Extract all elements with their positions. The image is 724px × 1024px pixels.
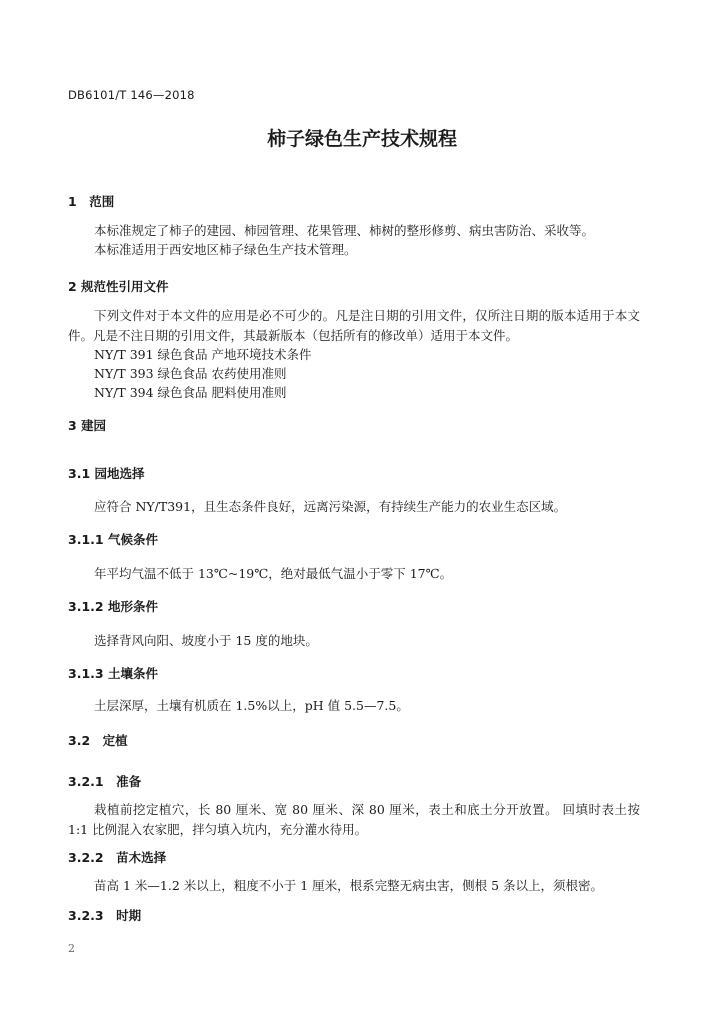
page-number: 2 bbox=[68, 942, 75, 955]
section-3-2-1-heading: 3.2.1 准备 bbox=[68, 774, 142, 789]
section-1-heading: 1 范围 bbox=[68, 194, 115, 209]
section-3-1-2-paragraph: 选择背风向阳、坡度小于 15 度的地块。 bbox=[94, 633, 318, 648]
section-3-1-heading: 3.1 园地选择 bbox=[68, 466, 145, 481]
section-3-2-2-paragraph: 苗高 1 米—1.2 米以上，粗度不小于 1 厘米，根系完整无病虫害，侧根 5 条以上，须根密。 bbox=[94, 878, 604, 893]
section-3-1-paragraph: 应符合 NY/T391，且生态条件良好，远离污染源，有持续生产能力的农业生态区域。 bbox=[94, 499, 567, 514]
section-2-heading: 2 规范性引用文件 bbox=[68, 279, 169, 294]
section-3-2-3-heading: 3.2.3 时期 bbox=[68, 908, 142, 923]
section-3-1-1-paragraph: 年平均气温不低于 13℃~19℃，绝对最低气温小于零下 17℃。 bbox=[94, 566, 453, 581]
section-3-1-2-heading: 3.1.2 地形条件 bbox=[68, 599, 158, 614]
section-1-paragraph-1: 本标准规定了柿子的建园、柿园管理、花果管理、柿树的整形修剪、病虫害防治、采收等。 bbox=[94, 223, 595, 238]
section-3-1-1-heading: 3.1.1 气候条件 bbox=[68, 532, 158, 547]
section-3-2-heading: 3.2 定植 bbox=[68, 733, 128, 748]
reference-item: NY/T 391 绿色食品 产地环境技术条件 bbox=[94, 347, 312, 362]
section-3-1-3-paragraph: 土层深厚，土壤有机质在 1.5%以上，pH 值 5.5—7.5。 bbox=[94, 698, 409, 713]
reference-item: NY/T 393 绿色食品 农药使用准则 bbox=[94, 366, 287, 381]
section-2-paragraph: 下列文件对于本文件的应用是必不可少的。凡是注日期的引用文件，仅所注日期的版本适用于本文件。凡是不注日期的引用文件，其最新版本（包括所有的修改单）适用于本文件。 bbox=[68, 308, 640, 343]
section-1-paragraph-2: 本标准适用于西安地区柿子绿色生产技术管理。 bbox=[94, 242, 357, 257]
reference-item: NY/T 394 绿色食品 肥料使用准则 bbox=[94, 385, 287, 400]
document-title: 柿子绿色生产技术规程 bbox=[266, 128, 457, 150]
section-3-2-1-paragraph: 栽植前挖定植穴，长 80 厘米、宽 80 厘米、深 80 厘米，表土和底土分开放置。 回填时表土按 1:1 比例混入农家肥，拌匀填入坑内，充分灌水待用。 bbox=[68, 802, 640, 837]
section-3-1-3-heading: 3.1.3 土壤条件 bbox=[68, 666, 158, 681]
section-3-heading: 3 建园 bbox=[68, 418, 107, 433]
section-3-2-2-heading: 3.2.2 苗木选择 bbox=[68, 850, 167, 865]
standard-id: DB6101/T 146—2018 bbox=[68, 88, 195, 102]
